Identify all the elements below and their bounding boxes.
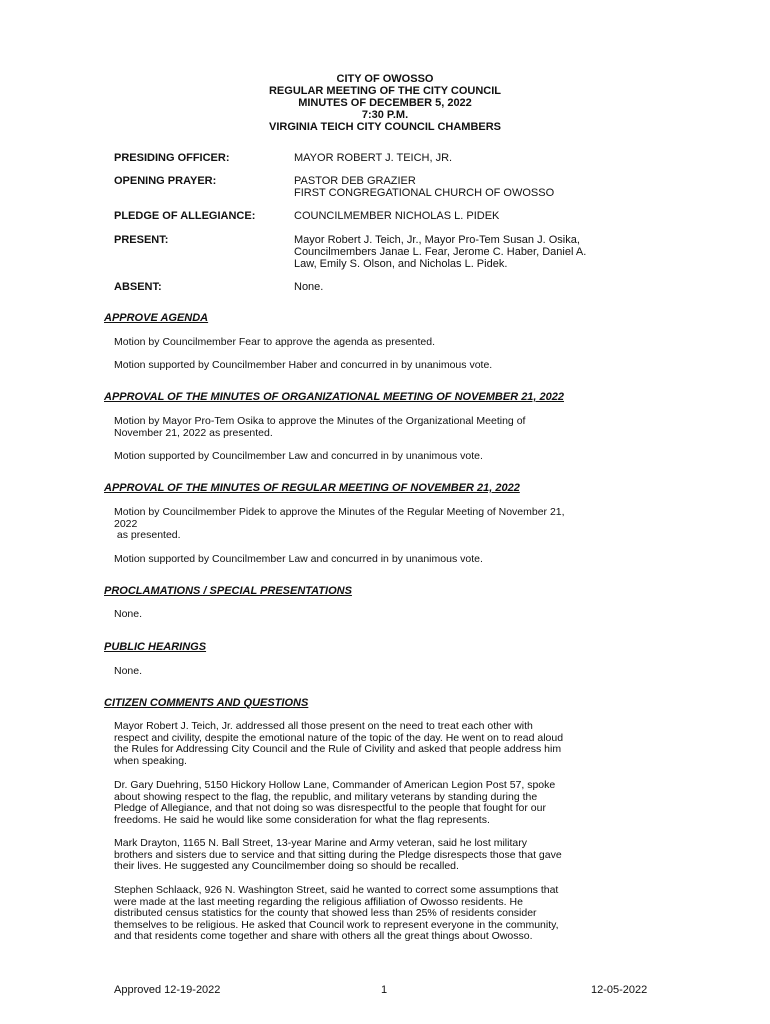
paragraph xyxy=(114,721,659,767)
text-line: the Rules for Addressing City Council and the Rule of Civility and asked that people address him xyxy=(114,743,562,756)
info-label: OPENING PRAYER: xyxy=(114,175,217,187)
paragraph xyxy=(114,554,659,566)
info-line: Councilmembers Janae L. Fear, Jerome C. Haber, Daniel A. xyxy=(294,246,587,258)
paragraph xyxy=(114,780,659,826)
text-line: about showing respect to the flag, the republic, and military veterans by standing during the xyxy=(114,790,538,803)
footer-page-number: 1 xyxy=(381,984,388,996)
info-value xyxy=(294,152,639,164)
paragraph xyxy=(114,838,659,873)
info-line: Law, Emily S. Olson, and Nicholas L. Pidek. xyxy=(294,258,508,270)
text-line: Stephen Schlaack, 926 N. Washington Street, said he wanted to correct some assumptions that xyxy=(114,884,559,896)
text-line: distributed census statistics for the county that showed less than 25% of residents consider xyxy=(114,907,537,920)
text-line: when speaking. xyxy=(114,754,187,767)
header-meeting-type: REGULAR MEETING OF THE CITY COUNCIL xyxy=(268,85,502,97)
text-line: Motion by Councilmember Fear to approve the agenda as presented. xyxy=(114,336,436,348)
text-line: Pledge of Allegiance, and that not doing so was disrespectful to the people that fought for our xyxy=(114,802,546,815)
info-label: PRESIDING OFFICER: xyxy=(114,152,230,164)
text-line: Dr. Gary Duehring, 5150 Hickory Hollow Lane, Commander of American Legion Post 57, spoke xyxy=(114,779,556,791)
info-label: PLEDGE OF ALLEGIANCE: xyxy=(114,210,256,222)
info-label: PRESENT: xyxy=(114,234,169,246)
text-line: Motion by Councilmember Pidek to approve the Minutes of the Regular Meeting of November 21, xyxy=(114,506,565,518)
header-city: CITY OF OWOSSO xyxy=(336,73,434,85)
header-minutes-date: MINUTES OF DECEMBER 5, 2022 xyxy=(298,97,472,109)
text-line: their lives. He suggested any Councilmember doing so should be recalled. xyxy=(114,860,459,873)
info-value xyxy=(294,210,639,222)
text-line: None. xyxy=(114,608,143,620)
info-line: Mayor Robert J. Teich, Jr., Mayor Pro-Tem Susan J. Osika, xyxy=(294,234,580,246)
footer-approved-date: Approved 12-19-2022 xyxy=(114,984,221,996)
info-line: MAYOR ROBERT J. TEICH, JR. xyxy=(294,152,453,164)
info-line: PASTOR DEB GRAZIER xyxy=(294,175,416,187)
info-value xyxy=(294,175,639,199)
text-line: Motion supported by Councilmember Haber and concurred in by unanimous vote. xyxy=(114,359,493,371)
text-line: None. xyxy=(114,665,143,677)
section-heading-proclamations: PROCLAMATIONS / SPECIAL PRESENTATIONS xyxy=(104,585,352,597)
text-line: and that residents come together and share with others all the great things about Owosso. xyxy=(114,930,533,943)
paragraph xyxy=(114,416,659,439)
text-line: Mark Drayton, 1165 N. Ball Street, 13-year Marine and Army veteran, said he lost military xyxy=(114,837,527,849)
text-line: themselves to be religious. He asked that Council work to represent everyone in the community, xyxy=(114,918,559,931)
text-line: Motion by Mayor Pro-Tem Osika to approve the Minutes of the Organizational Meeting of xyxy=(114,415,526,427)
text-line: freedoms. He said he would like some consideration for what the flag represents. xyxy=(114,813,490,826)
info-line: FIRST CONGREGATIONAL CHURCH OF OWOSSO xyxy=(294,187,555,199)
paragraph xyxy=(114,360,659,372)
footer-meeting-date: 12-05-2022 xyxy=(591,984,648,996)
text-line: respect and civility, despite the emotional nature of the topic of the day. He went on to read aloud xyxy=(114,731,564,744)
paragraph xyxy=(114,507,659,542)
paragraph xyxy=(114,666,659,678)
text-line: were made at the last meeting regarding the religious affiliation of Owosso residents. He xyxy=(114,895,523,908)
section-heading-regular-minutes: APPROVAL OF THE MINUTES OF REGULAR MEETING OF NOVEMBER 21, 2022 xyxy=(104,482,520,494)
text-line: 2022 xyxy=(114,517,138,530)
info-line: None. xyxy=(294,281,324,293)
text-line: Motion supported by Councilmember Law and concurred in by unanimous vote. xyxy=(114,450,483,462)
text-line: Motion supported by Councilmember Law and concurred in by unanimous vote. xyxy=(114,553,483,565)
text-line: November 21, 2022 as presented. xyxy=(114,426,273,439)
section-heading-organizational-minutes: APPROVAL OF THE MINUTES OF ORGANIZATIONAL MEETING OF NOVEMBER 21, 2022 xyxy=(104,391,565,403)
header-time: 7:30 P.M. xyxy=(361,109,409,121)
section-heading-approve-agenda: APPROVE AGENDA xyxy=(104,312,209,324)
document-header xyxy=(0,73,770,133)
section-heading-public-hearings: PUBLIC HEARINGS xyxy=(104,641,207,653)
text-line: brothers and sisters due to service and that sitting during the Pledge disrespects those that gave xyxy=(114,848,562,861)
text-line: Mayor Robert J. Teich, Jr. addressed all those present on the need to treat each other with xyxy=(114,720,533,732)
text-line: as presented. xyxy=(114,529,181,542)
paragraph xyxy=(114,885,659,943)
header-location: VIRGINIA TEICH CITY COUNCIL CHAMBERS xyxy=(268,121,502,133)
paragraph xyxy=(114,609,659,621)
paragraph xyxy=(114,337,659,349)
info-label: ABSENT: xyxy=(114,281,162,293)
paragraph xyxy=(114,451,659,463)
info-value xyxy=(294,234,639,270)
info-line: COUNCILMEMBER NICHOLAS L. PIDEK xyxy=(294,210,500,222)
info-value xyxy=(294,281,639,293)
section-heading-citizen-comments: CITIZEN COMMENTS AND QUESTIONS xyxy=(104,697,309,709)
